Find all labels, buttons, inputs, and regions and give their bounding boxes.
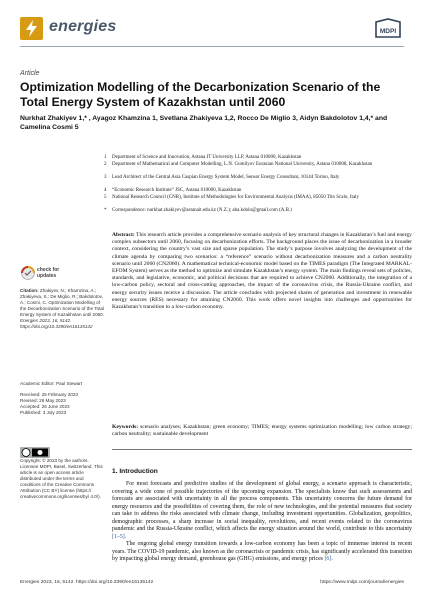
check-for-updates-badge[interactable] [21, 266, 65, 280]
date-received: Received: 25 February 2023 [20, 392, 78, 397]
paragraph-2: The ongoing global energy transition towards a low-carbon economy has been a topic of immense interest in recent years. The COVID-19 pandemic, also known as the coronacrisis or pandemic crisis, has significantly accelerated this transition by impacting global energy demand, greenhouse gas (GHG) emissions, and energy prices [6]. [112, 541, 412, 563]
check-updates-icon [21, 266, 35, 280]
article-title: Optimization Modelling of the Decarbonization Scenario of the Total Energy System of Kazakhstan until 2060 [20, 80, 381, 109]
author-list [20, 114, 410, 132]
correspondence: * Correspondence: nurkhat.zhakiyev@astanait.edu.kz (N.Z.); aba.kdolo@gmail.com (A.B.) [104, 208, 292, 213]
article-type: Article [20, 70, 40, 77]
mdpi-logo-icon [372, 18, 404, 38]
footer [20, 580, 404, 585]
journal-name: energies [49, 18, 117, 35]
citation-link[interactable]: [6] [324, 556, 332, 563]
section-heading: 1. Introduction [112, 468, 158, 475]
mdpi-logo-text: MDPI [379, 28, 397, 35]
affiliation-2: 2 Department of Mathematical and Computer Modelling, L.N. Gumilyov Eurasian National University, Astana 010008, Kazakhstan [104, 162, 373, 167]
affiliation-4: 4 “Economic Research Institute” JSC, Astana 010000, Kazakhstan [104, 188, 242, 193]
journal-logo-icon [20, 17, 43, 40]
keywords-text: scenario analyses; Kazakhstan; green economy; TIMES; energy systems optimization modelling; low carbon strategy; carbon neutrality; sustainable development [112, 424, 412, 438]
date-published: Published: 3 July 2023 [20, 410, 67, 415]
affiliation-1: 1 Department of Science and Innovation, Astana IT University LLP, Astana 010000, Kazakhstan [104, 155, 302, 160]
abstract-divider [112, 449, 412, 450]
citation-journal-ref: Energies 2023, 16, 5142. https://doi.org/10.3390/en16135142 [20, 318, 93, 329]
badge-line2: updates [37, 273, 57, 279]
academic-editor: Academic Editor: Paul Stewart [20, 381, 83, 386]
badge-line1: check for [37, 267, 60, 273]
keywords-label: Keywords: [112, 424, 139, 430]
abstract-text: This research article provides a comprehensive scenario analysis of key structural changes in Kazakhstan’s fuel and energy complex subsectors until 2060, focusing on decarbonization efforts. The background places the issue of decarbonization in a broader context, considering the country’s vast size and sparse population. The study’s purpose involves analyzing the development of the climate agenda by comparing two scenarios: a “reference” scenario without decarbonization measures and a carbon neutrality scenario until 2060 (CN2060). A mathematical technical-economic model based on the TIMES paradigm (The Integrated MARKAL-EFOM System) serves as the method to optimize and simulate Kazakhstan’s energy system. The main findings reveal sets of policies, standards, and legislative, economic, and political decisions that are required to achieve CN2060. Additionally, the integration of a low-carbon policy, sectoral and cross-cutting approaches, the impact of the coronavirus crisis, the Russia-Ukraine conflict, and energy security issues receive a discussion. The article concludes with projected shares of generation and investment in renewable energy sources (RES) necessary for attaining CN2060. This work offers novel insights into challenges and opportunities for Kazakhstan’s transition to a low-carbon economy. [112, 232, 412, 311]
body-text [112, 481, 412, 564]
abstract-label: Abstract: [112, 232, 135, 238]
journal-url-link[interactable]: https://www.mdpi.com/journal/energies [320, 580, 404, 585]
affiliation-5: 5 National Research Council (CNR), Institute of Methodologies for Environmental Analysis (IMAA), 85050 Tito Scalo, Italy [104, 195, 360, 200]
date-accepted: Accepted: 26 June 2023 [20, 404, 70, 409]
citation-text: Zhakiyev, N.; Khamzina, A.; Zhakiyeva, S.; De Miglio, R.; Bakdolotov, A.; Cosmi, C. Optimization Modelling of the Decarbonization Scenario of the Total Energy System of Kazakhstan until 2060. [20, 288, 105, 317]
footer-citation: Energies 2023, 16, 5142. https://doi.org/10.3390/en16135142 [20, 580, 154, 585]
date-revised: Revised: 26 May 2023 [20, 398, 66, 403]
citation [20, 288, 104, 330]
citation-label: Citation: [20, 288, 39, 293]
header-divider [20, 46, 404, 47]
abstract [112, 232, 412, 311]
paragraph-1: For most forecasts and predictive studies of the development of global energy, a scenario approach is characteristic, covering a wide cone of possible trajectories of the upcoming expansion. The specialists know that such assessments and forecasts are associated with uncertainty in all the process components. This uncertainty concerns the future demand for energy resources and the possibilities of covering them, the role of new technologies, and the potential measures that society can take to address the risks associated with climate change, including investment opportunities. Globalization, geopolitics, demographic processes, a sharp increase in social inequality, revolutions, and recent events related to the coronavirus pandemic and the Russia-Ukraine conflict, which affects the energy situation around the world, contribute to this uncertainty [1–5]. [112, 481, 412, 540]
citation-link[interactable]: [1–5] [112, 533, 125, 540]
authors-text: Nurkhat Zhakiyev 1,* , Ayagoz Khamzina 1, Svetlana Zhakiyeva 1,2, Rocco De Miglio 3, Aidyn Bakdolotov 1,4,* and Camelina Cosmi 5 [20, 115, 388, 131]
dates [20, 392, 104, 416]
license-text: Copyright: © 2023 by the authors. Licensee MDPI, Basel, Switzerland. This article is an open access article distributed under the terms and conditions of the Creative Commons Attribution (CC BY) license (https:// creativecommons.org/licenses/by/ 4.0/). [20, 458, 103, 499]
affiliation-3: 3 Lead Architect of the Central Asia Caspian Energy System Model, Sensor Energy Consultant, 10144 Torino, Italy [104, 175, 340, 180]
keywords [112, 424, 412, 438]
